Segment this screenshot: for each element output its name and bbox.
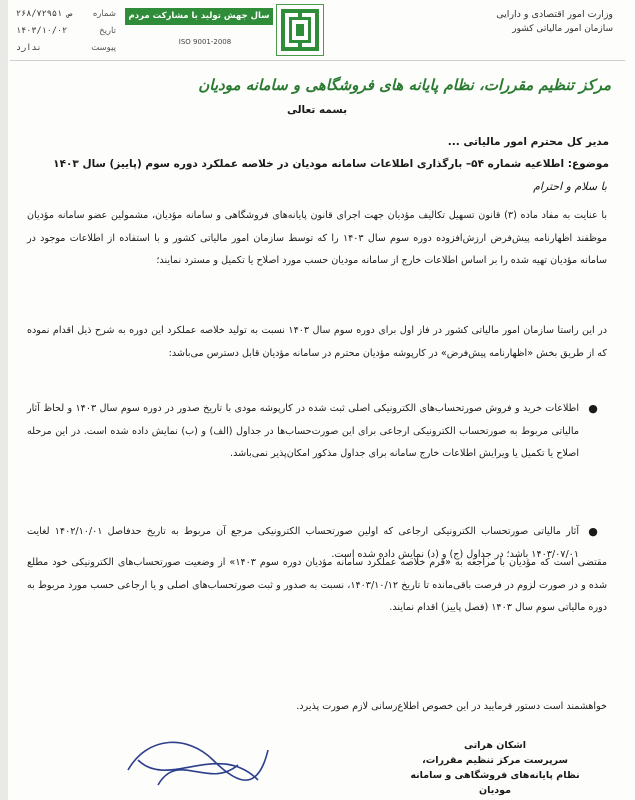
bullet-dot-icon: ● (588, 402, 598, 415)
header-divider (10, 60, 625, 61)
greeting: با سلام و احترام (533, 180, 607, 193)
paragraph-intro: با عنایت به مفاد ماده (۳) قانون تسهیل تکالیف مؤدیان جهت اجرای قانون پایانه‌های فروشگاهی و سامانه مؤدیان، مشمولین عضو سامانه مؤدیان موظفند اظهارنامه پیش‌فرض ارزش‌افزوده دوره سوم سال ۱۴۰۳ را که توسط سازمان امور مالیاتی کشور و با استفاده از اطلاعات موجود در سامانه مؤدیان تهیه شده را بر اساس اطلاعات خارج از سامانه مودیان حسب مورد اصلاح یا تکمیل و مسترد نمایند؛ (27, 210, 607, 266)
paragraph-request: خواهشمند است دستور فرمایید در این خصوص اطلاع‌رسانی لازم صورت پذیرد. (296, 701, 607, 712)
signer-name: اشکان هراتی (463, 740, 527, 751)
subject-line: موضوع: اطلاعیه شماره ۵۴– بارگذاری اطلاعات سامانه مودیان در خلاصه عملکرد دوره سوم (پاییز) سال ۱۴۰۳ (53, 158, 609, 170)
letter-date-label: تاریخ (99, 26, 116, 36)
bullet-dot-icon: ● (588, 525, 598, 538)
letter-attachment-row (16, 40, 116, 57)
letter-number-value: ۲۶۸/۷۲۹۵۱ ص (16, 9, 73, 19)
slogan-banner: سال جهش تولید با مشارکت مردم (125, 8, 273, 25)
bullet-text: آثار مالیاتی صورتحساب الکترونیکی ارجاعی که اولین صورتحساب الکترونیکی مرجع آن مربوط به تاریخ حدفاصل ۱۴۰۲/۱۰/۰۱ لغایت ۱۴۰۳/۰۷/۰۱ باشد؛ در جداول (ج) و (د) نمایش داده شده است. (27, 526, 579, 560)
iso-certification: ISO 9001-2008 (178, 38, 232, 46)
handwritten-signature-icon (118, 730, 278, 798)
tax-organization-logo (276, 4, 324, 56)
letter-attachment-label: پیوست (91, 43, 116, 53)
signer-title: سرپرست مرکز تنظیم مقررات، (422, 755, 568, 766)
bullet-text: اطلاعات خرید و فروش صورتحساب‌های الکترونیکی اصلی ثبت شده در کارپوشه مودی با تاریخ صدور در دوره سوم سال ۱۴۰۳ و لحاظ آثار مالیاتی مربوط به صورتحساب الکترونیکی ارجاعی برای این صورت‌حساب‌ها در جداول (الف) و (ب) نمایش داده شده است. در این مرحله اصلاح یا تکمیل یا ویرایش اطلاعات خارج سامانه برای جداول مذکور امکان‌پذیر نمی‌باشد. (27, 403, 579, 459)
signature-block (395, 738, 595, 798)
ministry-name: وزارت امور اقتصادی و دارایی (496, 9, 613, 20)
letter-number-row (16, 6, 116, 23)
bismillah: بسمه تعالی (286, 104, 348, 116)
letter-date-row (16, 23, 116, 40)
paragraph-performance: در این راستا سازمان امور مالیاتی کشور در فاز اول برای دوره سوم سال ۱۴۰۳ نسبت به تولید خلاصه عملکرد این دوره به شرح ذیل اقدام نموده که از طریق بخش «اظهارنامه پیش‌فرض» در کارپوشه مؤدیان محترم در سامانه مؤدیان قابل دسترس می‌باشد: (27, 325, 607, 359)
letter-attachment-value: ندارد (16, 43, 42, 53)
ministry-header (463, 8, 613, 36)
bullet-item-1 (27, 398, 607, 466)
organization-name: سازمان امور مالیاتی کشور (512, 24, 613, 34)
addressee: مدیر کل محترم امور مالیاتی ... (447, 136, 609, 148)
logo-emblem-icon (277, 5, 323, 55)
paragraph-instructions: مقتضی است که مؤدیان با مراجعه به «فرم خلاصه عملکرد سامانه مؤدیان دوره سوم ۱۴۰۳» از وضعیت صورتحساب‌های الکترونیکی خود مطلع شده و در صورت لزوم در فرصت باقی‌مانده تا تاریخ ۱۴۰۳/۱۰/۱۲، نسبت به صدور و ثبت صورتحساب‌های اصلی و یا ارجاعی حسب مورد مربوط به دوره مالیاتی سوم سال ۱۴۰۳ (فصل پاییز) اقدام نمایند. (27, 557, 607, 613)
signer-organization: نظام پایانه‌های فروشگاهی و سامانه مودیان (410, 770, 580, 796)
center-title: مرکز تنظیم مقررات، نظام پایانه های فروشگاهی و سامانه مودیان (198, 76, 611, 94)
letter-date-value: ۱۴۰۳/۱۰/۰۲ (16, 26, 68, 36)
letter-number-label: شماره (92, 9, 116, 19)
page-edge (0, 0, 8, 800)
letter-meta (16, 6, 116, 57)
